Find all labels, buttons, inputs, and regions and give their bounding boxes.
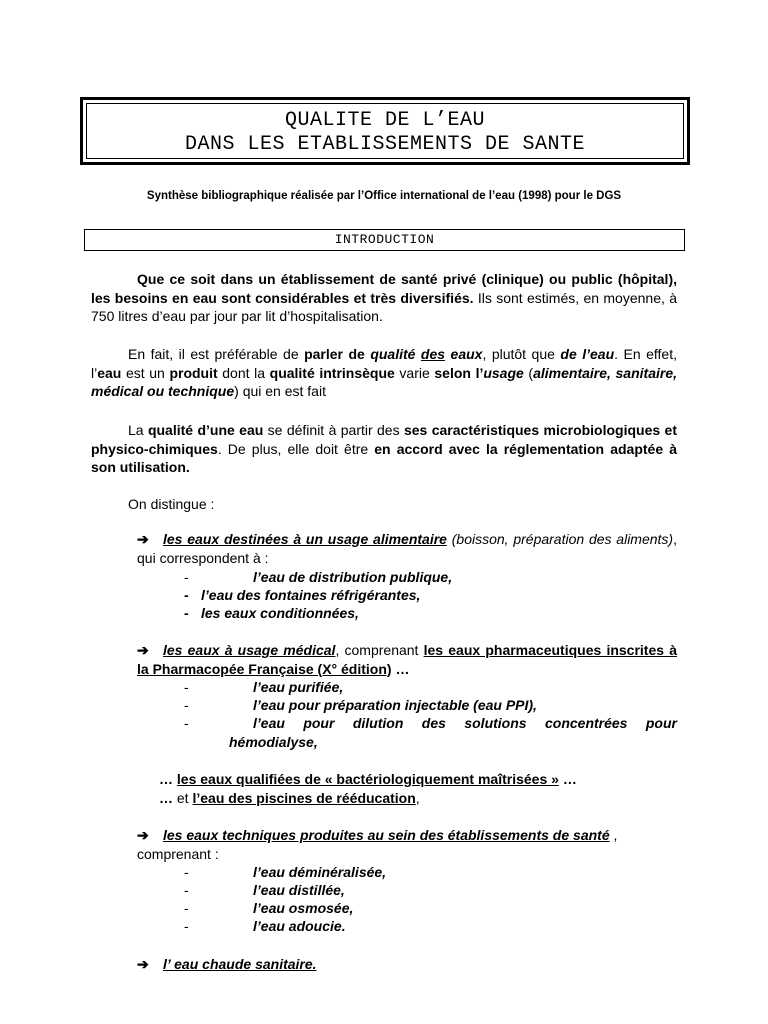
text-run: … — [159, 790, 177, 806]
text-run: , plutôt que — [482, 346, 561, 362]
list-item — [184, 678, 343, 696]
dash: - — [184, 918, 189, 934]
list-item — [184, 604, 359, 622]
list-item — [184, 696, 537, 714]
group5-heading: l’ eau chaude sanitaire. — [163, 956, 317, 972]
text-run: eau — [97, 364, 122, 381]
text-run: et — [176, 790, 193, 806]
title-line-1: QUALITE DE L’EAU — [284, 109, 486, 132]
text-run: , comprenant — [335, 642, 424, 658]
paragraph-3 — [91, 421, 677, 477]
dash: - — [184, 882, 189, 898]
title-box — [80, 97, 690, 165]
text-run: les eaux conditionnées, — [201, 605, 359, 621]
dash: - — [184, 864, 189, 880]
text-run: l’eau des fontaines réfrigérantes, — [201, 587, 421, 603]
text-run: l’eau distillée, — [253, 882, 345, 898]
arrow-right-icon: ➔ — [137, 956, 149, 972]
qualified-waters-line — [159, 770, 577, 788]
text-run: dont la — [217, 364, 270, 381]
text-run: l’eau pour préparation injectable (eau PPI), — [253, 697, 537, 713]
text-run: l’eau déminéralisée, — [253, 864, 387, 880]
arrow-right-icon: ➔ — [137, 642, 149, 658]
dash: - — [184, 697, 189, 713]
text-run: parler de — [304, 346, 371, 362]
rehab-pools-line — [159, 789, 420, 807]
text-run: alimentaire, sanitaire, médical ou technique — [91, 364, 677, 399]
list-item — [184, 714, 677, 732]
para1-bold: Que ce soit dans un établissement de santé privé (clinique) ou public (hôpital), les besoins en eau sont considérables et très diversifiés. — [91, 271, 677, 306]
list-item — [184, 586, 420, 604]
group4-heading: les eaux techniques produites au sein des établissements de santé — [163, 827, 610, 843]
dash: - — [184, 587, 189, 603]
text-run: les eaux qualifiées de « bactériologiquement maîtrisées » — [176, 771, 559, 787]
text-run: , — [609, 827, 618, 843]
section-heading: INTRODUCTION — [84, 229, 685, 251]
subtitle: Synthèse bibliographique réalisée par l’Office international de l’eau (1998) pour le DGS — [146, 190, 622, 202]
list-item — [184, 568, 452, 586]
arrow-right-icon: ➔ — [137, 531, 149, 547]
text-run: eaux — [445, 346, 483, 362]
paragraph-2 — [91, 345, 677, 401]
text-run: … — [159, 771, 177, 787]
text-run: en accord avec la réglementation adaptée à son utilisation. — [91, 440, 677, 475]
text-run: On distingue : — [128, 496, 215, 512]
para1-rest: Ils sont estimés, en moyenne, à 750 litres d’eau par jour par lit d’hospitalisation. — [91, 289, 677, 324]
text-run: . De plus, elle doit être — [217, 440, 375, 457]
group1-heading: les eaux destinées à un usage alimentaire — [163, 531, 447, 547]
text-run: de l’eau — [560, 346, 615, 362]
paragraph-1 — [91, 270, 677, 326]
list-item — [184, 917, 346, 935]
text-run: qualité intrinsèque — [269, 364, 395, 381]
text-run: l’eau adoucie. — [253, 918, 346, 934]
text-run: l’eau purifiée, — [253, 679, 344, 695]
title-line-2: DANS LES ETABLISSEMENTS DE SANTE — [184, 133, 586, 156]
text-run: (boisson, préparation des aliments) — [446, 531, 674, 547]
text-run: est un — [121, 364, 170, 381]
list-item — [184, 899, 353, 917]
list-group-medical — [137, 641, 677, 678]
text-run: selon l’ — [434, 364, 484, 381]
text-run: … — [558, 771, 577, 787]
dash: - — [184, 900, 189, 916]
list-group-alimentaire — [137, 530, 677, 567]
text-run: En fait, il est préférable de — [128, 346, 305, 362]
group2-heading: les eaux à usage médical — [163, 642, 336, 658]
text-run: ) qui en est fait — [234, 383, 326, 399]
list-group-eau-chaude — [137, 955, 317, 973]
paragraph-4 — [91, 495, 677, 514]
text-run: ses caractéristiques microbiologiques et physico-chimiques — [91, 422, 677, 457]
text-run: varie — [394, 364, 435, 381]
dash: - — [184, 605, 189, 621]
text-run: qualité d’une eau — [147, 422, 264, 438]
text-run: l’eau pour dilution des solutions concentrées pour — [253, 715, 677, 731]
text-run: l’eau des piscines de rééducation — [192, 790, 416, 806]
text-run: , qui correspondent à : — [137, 531, 677, 566]
text-run: se définit à partir des — [263, 422, 404, 438]
list-group-techniques — [137, 826, 617, 844]
text-line: comprenant : — [137, 846, 219, 862]
text-run: l’eau osmosée, — [253, 900, 354, 916]
text-run: , — [415, 790, 420, 806]
text-run: La — [128, 422, 148, 438]
dash: - — [184, 679, 189, 695]
text-run: usage — [483, 364, 524, 381]
list-item — [184, 863, 386, 881]
text-run: produit — [169, 364, 218, 381]
text-run: les eaux pharmaceutiques inscrites à la Pharmacopée Française (X° édition) — [137, 642, 677, 677]
text-run: des — [420, 346, 446, 362]
list-item — [184, 881, 345, 899]
text-run: qualité — [370, 346, 421, 362]
dash: - — [184, 715, 189, 731]
text-run: ( — [523, 364, 534, 381]
dash: - — [184, 569, 189, 585]
arrow-right-icon: ➔ — [137, 827, 149, 843]
text-run: l’eau de distribution publique, — [253, 569, 453, 585]
text-run: hémodialyse, — [229, 734, 318, 750]
text-run: … — [391, 660, 410, 677]
text-run: . En effet, l’ — [91, 346, 677, 381]
list-item-continuation — [229, 733, 318, 751]
document-title — [86, 103, 684, 159]
